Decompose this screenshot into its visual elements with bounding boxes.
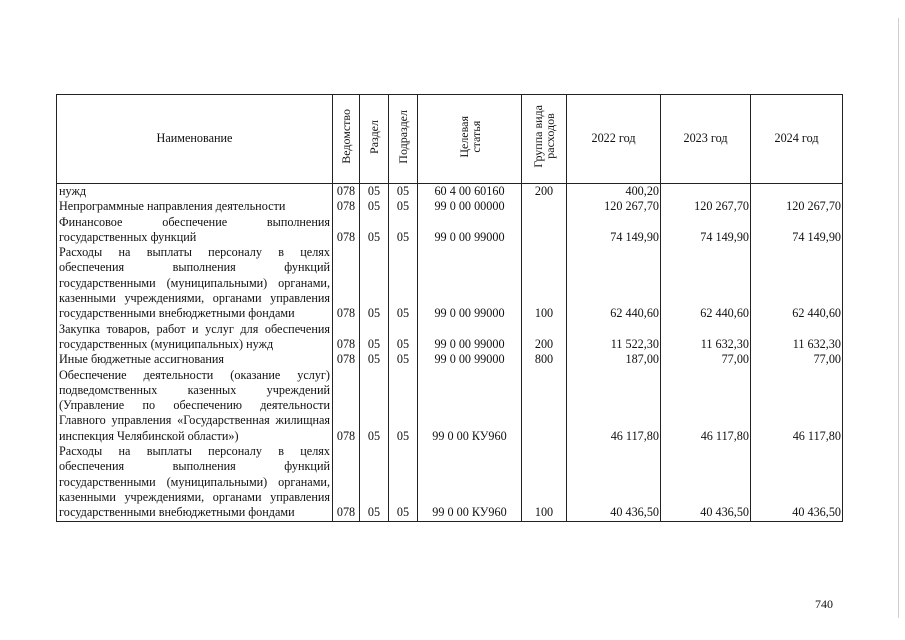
table-row bbox=[57, 199, 843, 214]
cell-target: 99 0 00 КУ960 bbox=[418, 368, 522, 444]
cell-2023: 46 117,80 bbox=[661, 368, 751, 444]
cell-2022: 400,20 bbox=[567, 184, 661, 200]
cell-target: 99 0 00 99000 bbox=[418, 215, 522, 246]
header-subsection: Подраздел bbox=[389, 95, 418, 184]
cell-2023: 74 149,90 bbox=[661, 215, 751, 246]
cell-group bbox=[522, 368, 567, 444]
cell-2023: 62 440,60 bbox=[661, 245, 751, 321]
cell-dept: 078 bbox=[333, 368, 360, 444]
header-name: Наименование bbox=[57, 95, 333, 184]
cell-section: 05 bbox=[360, 352, 389, 367]
cell-group: 100 bbox=[522, 444, 567, 521]
cell-subsection: 05 bbox=[389, 245, 418, 321]
cell-subsection: 05 bbox=[389, 368, 418, 444]
table-row bbox=[57, 245, 843, 321]
cell-2024: 46 117,80 bbox=[751, 368, 843, 444]
cell-2024: 120 267,70 bbox=[751, 199, 843, 214]
cell-dept: 078 bbox=[333, 322, 360, 353]
cell-group bbox=[522, 199, 567, 214]
header-2023: 2023 год bbox=[661, 95, 751, 184]
cell-2023 bbox=[661, 184, 751, 200]
cell-2022: 74 149,90 bbox=[567, 215, 661, 246]
cell-target: 60 4 00 60160 bbox=[418, 184, 522, 200]
cell-2023: 11 632,30 bbox=[661, 322, 751, 353]
cell-section: 05 bbox=[360, 199, 389, 214]
cell-section: 05 bbox=[360, 245, 389, 321]
cell-section: 05 bbox=[360, 215, 389, 246]
cell-dept: 078 bbox=[333, 444, 360, 521]
cell-2024: 40 436,50 bbox=[751, 444, 843, 521]
header-row bbox=[57, 95, 843, 184]
cell-subsection: 05 bbox=[389, 322, 418, 353]
cell-name: Финансовое обеспечение выполнения государственных функций bbox=[57, 215, 333, 246]
cell-subsection: 05 bbox=[389, 444, 418, 521]
page-number: 740 bbox=[815, 597, 833, 611]
table-row bbox=[57, 322, 843, 353]
cell-2024: 62 440,60 bbox=[751, 245, 843, 321]
header-dept: Ведомство bbox=[333, 95, 360, 184]
cell-name: Закупка товаров, работ и услуг для обеспечения государственных (муниципальных) нужд bbox=[57, 322, 333, 353]
cell-2024 bbox=[751, 184, 843, 200]
header-section: Раздел bbox=[360, 95, 389, 184]
budget-table bbox=[56, 94, 843, 522]
cell-group: 200 bbox=[522, 322, 567, 353]
cell-section: 05 bbox=[360, 368, 389, 444]
cell-section: 05 bbox=[360, 322, 389, 353]
cell-section: 05 bbox=[360, 444, 389, 521]
header-2024: 2024 год bbox=[751, 95, 843, 184]
cell-target: 99 0 00 99000 bbox=[418, 322, 522, 353]
cell-2022: 11 522,30 bbox=[567, 322, 661, 353]
header-2022: 2022 год bbox=[567, 95, 661, 184]
cell-subsection: 05 bbox=[389, 184, 418, 200]
cell-group bbox=[522, 215, 567, 246]
table-row bbox=[57, 184, 843, 200]
cell-target: 99 0 00 99000 bbox=[418, 245, 522, 321]
cell-2024: 11 632,30 bbox=[751, 322, 843, 353]
cell-group: 200 bbox=[522, 184, 567, 200]
table-row bbox=[57, 444, 843, 521]
page-edge-line bbox=[898, 18, 899, 618]
cell-2022: 120 267,70 bbox=[567, 199, 661, 214]
cell-dept: 078 bbox=[333, 245, 360, 321]
cell-2023: 120 267,70 bbox=[661, 199, 751, 214]
cell-name: Иные бюджетные ассигнования bbox=[57, 352, 333, 367]
cell-target: 99 0 00 99000 bbox=[418, 352, 522, 367]
cell-2024: 77,00 bbox=[751, 352, 843, 367]
header-target: Целевая статья bbox=[418, 95, 522, 184]
cell-group: 800 bbox=[522, 352, 567, 367]
cell-2022: 187,00 bbox=[567, 352, 661, 367]
cell-subsection: 05 bbox=[389, 352, 418, 367]
cell-target: 99 0 00 КУ960 bbox=[418, 444, 522, 521]
cell-target: 99 0 00 00000 bbox=[418, 199, 522, 214]
cell-2022: 40 436,50 bbox=[567, 444, 661, 521]
table-row bbox=[57, 215, 843, 246]
cell-name: нужд bbox=[57, 184, 333, 200]
header-group: Группа вида расходов bbox=[522, 95, 567, 184]
cell-name: Непрограммные направления деятельности bbox=[57, 199, 333, 214]
cell-subsection: 05 bbox=[389, 199, 418, 214]
cell-section: 05 bbox=[360, 184, 389, 200]
cell-2022: 46 117,80 bbox=[567, 368, 661, 444]
cell-name: Расходы на выплаты персоналу в целях обеспечения выполнения функций государственными (муниципальными) органами, казенными учреждениями, органами управления государственными внебюджетными фондами bbox=[57, 444, 333, 521]
cell-name: Расходы на выплаты персоналу в целях обеспечения выполнения функций государственными (муниципальными) органами, казенными учреждениями, органами управления государственными внебюджетными фондами bbox=[57, 245, 333, 321]
table-row bbox=[57, 352, 843, 367]
cell-2024: 74 149,90 bbox=[751, 215, 843, 246]
cell-2022: 62 440,60 bbox=[567, 245, 661, 321]
cell-dept: 078 bbox=[333, 199, 360, 214]
cell-name: Обеспечение деятельности (оказание услуг) подведомственных казенных учреждений (Управление по обеспечению деятельности Главного управления «Государственная жилищная инспекция Челябинской области») bbox=[57, 368, 333, 444]
cell-dept: 078 bbox=[333, 184, 360, 200]
cell-2023: 77,00 bbox=[661, 352, 751, 367]
cell-2023: 40 436,50 bbox=[661, 444, 751, 521]
cell-subsection: 05 bbox=[389, 215, 418, 246]
cell-group: 100 bbox=[522, 245, 567, 321]
cell-dept: 078 bbox=[333, 352, 360, 367]
table-row bbox=[57, 368, 843, 444]
cell-dept: 078 bbox=[333, 215, 360, 246]
